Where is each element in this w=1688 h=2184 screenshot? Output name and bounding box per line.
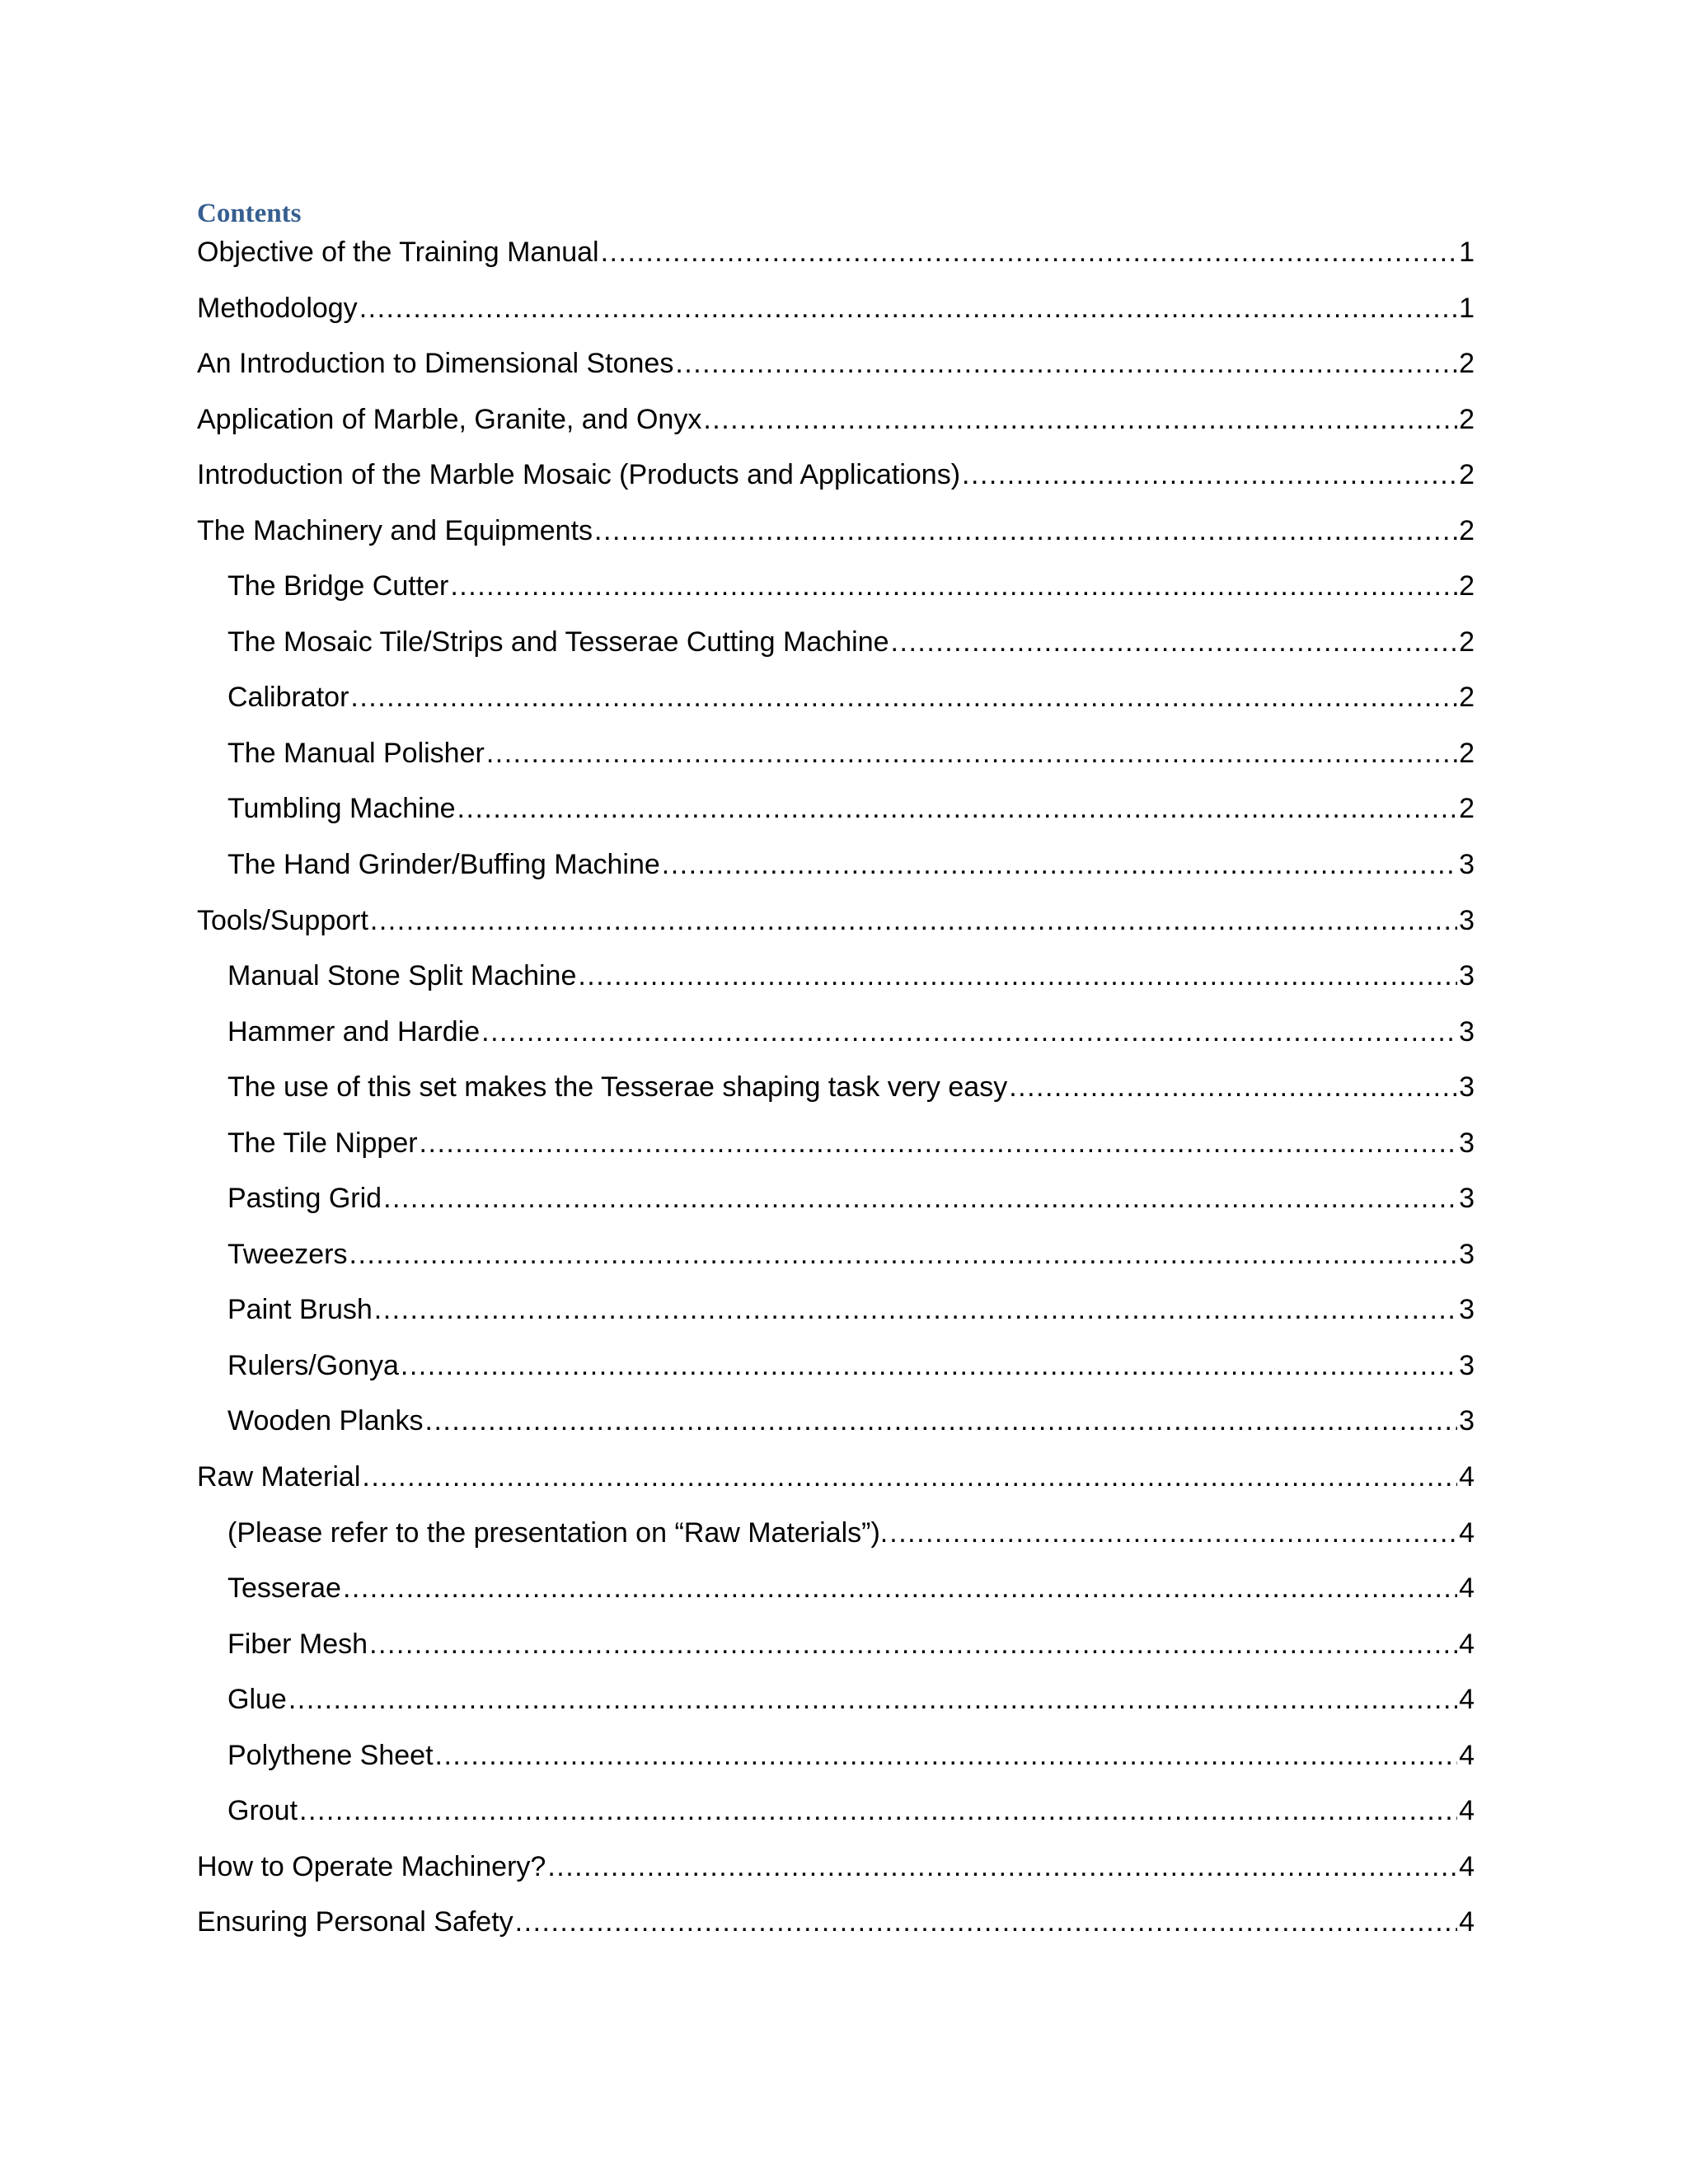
toc-entry[interactable] — [197, 566, 1475, 622]
toc-entry-title: Ensuring Personal Safety — [197, 1906, 513, 1938]
toc-entry[interactable] — [197, 400, 1475, 456]
toc-page-number: 4 — [1459, 1850, 1475, 1882]
toc-entry[interactable] — [197, 232, 1475, 288]
toc-page-number: 3 — [1459, 960, 1475, 992]
toc-entry-title: Tumbling Machine — [227, 793, 456, 825]
toc-entry-title: Raw Material — [197, 1461, 361, 1493]
toc-page-number: 2 — [1459, 626, 1475, 658]
toc-dot-leader — [370, 901, 1457, 940]
toc-page-number: 1 — [1459, 237, 1475, 268]
toc-page-number: 1 — [1459, 292, 1475, 324]
toc-entry-title: Rulers/Gonya — [227, 1349, 399, 1381]
toc-entry-title: Glue — [227, 1684, 287, 1716]
toc-dot-leader — [675, 344, 1457, 383]
toc-dot-leader — [889, 1513, 1457, 1553]
toc-dot-leader — [578, 956, 1457, 996]
toc-entry-title: The Tile Nipper — [227, 1127, 418, 1159]
toc-entry[interactable] — [197, 901, 1475, 957]
toc-entry[interactable] — [197, 1346, 1475, 1402]
toc-page-number: 3 — [1459, 1294, 1475, 1326]
toc-entry-title: Tools/Support — [197, 904, 368, 936]
toc-entry[interactable] — [197, 1791, 1475, 1847]
toc-dot-leader — [420, 1123, 1458, 1163]
toc-entry[interactable] — [197, 344, 1475, 400]
toc-entry[interactable] — [197, 1290, 1475, 1346]
toc-entry-title: The Manual Polisher — [227, 737, 485, 769]
toc-entry-title: Introduction of the Marble Mosaic (Products and Applications) — [197, 459, 961, 491]
toc-entry-title: Paint Brush — [227, 1294, 373, 1326]
toc-entry[interactable] — [197, 789, 1475, 845]
toc-entry[interactable] — [197, 1012, 1475, 1068]
toc-dot-leader — [343, 1568, 1457, 1608]
toc-entry-title: Tesserae — [227, 1572, 341, 1605]
toc-entry[interactable] — [197, 1457, 1475, 1513]
toc-entry[interactable] — [197, 1401, 1475, 1457]
toc-dot-leader — [703, 400, 1457, 439]
toc-dot-leader — [662, 845, 1457, 884]
toc-dot-leader — [594, 511, 1457, 551]
toc-dot-leader — [359, 288, 1457, 328]
toc-heading: Contents — [197, 199, 302, 228]
toc-entry[interactable] — [197, 1847, 1475, 1903]
toc-entry[interactable] — [197, 1067, 1475, 1123]
toc-dot-leader — [374, 1290, 1457, 1329]
toc-entry-title: Methodology — [197, 292, 358, 324]
toc-entry-title: Polythene Sheet — [227, 1739, 434, 1771]
toc-entry-title: Fiber Mesh — [227, 1628, 368, 1660]
toc-page-number: 4 — [1459, 1684, 1475, 1716]
toc-entry-title: An Introduction to Dimensional Stones — [197, 348, 674, 380]
toc-dot-leader — [962, 455, 1457, 494]
toc-dot-leader — [425, 1401, 1458, 1441]
toc-page-number: 4 — [1459, 1739, 1475, 1771]
toc-entry-title: Manual Stone Split Machine — [227, 960, 577, 992]
toc-page-number: 4 — [1459, 1572, 1475, 1605]
toc-entry[interactable] — [197, 1680, 1475, 1736]
toc-page-number: 3 — [1459, 904, 1475, 936]
toc-dot-leader — [401, 1346, 1457, 1385]
toc-page-number: 2 — [1459, 682, 1475, 714]
toc-entry-title: The Hand Grinder/Buffing Machine — [227, 849, 660, 881]
toc-entry[interactable] — [197, 956, 1475, 1012]
toc-dot-leader — [481, 1012, 1457, 1052]
toc-entry-title: The Machinery and Equipments — [197, 514, 593, 546]
toc-entry-title: How to Operate Machinery? — [197, 1850, 546, 1882]
toc-page-number: 2 — [1459, 793, 1475, 825]
toc-page-number: 3 — [1459, 1127, 1475, 1159]
toc-entry-title: Hammer and Hardie — [227, 1015, 481, 1047]
toc-entry[interactable] — [197, 1736, 1475, 1792]
toc-entry[interactable] — [197, 845, 1475, 901]
toc-dot-leader — [457, 789, 1458, 828]
toc-dot-leader — [891, 622, 1458, 662]
toc-dot-leader — [515, 1902, 1457, 1942]
toc-page-number: 2 — [1459, 737, 1475, 769]
toc-entry-title: The use of this set makes the Tesserae shaping task very easy — [227, 1071, 1008, 1104]
toc-page-number: 3 — [1459, 1071, 1475, 1104]
toc-page-number: 2 — [1459, 459, 1475, 491]
toc-page-number: 3 — [1459, 1015, 1475, 1047]
toc-entry[interactable] — [197, 677, 1475, 733]
toc-entry[interactable] — [197, 1902, 1475, 1958]
toc-entry[interactable] — [197, 1624, 1475, 1680]
toc-dot-leader — [547, 1847, 1457, 1886]
toc-entry-title: Wooden Planks — [227, 1405, 424, 1437]
toc-dot-leader — [299, 1791, 1457, 1830]
toc-page-number: 4 — [1459, 1461, 1475, 1493]
toc-dot-leader — [350, 677, 1457, 717]
toc-dot-leader — [435, 1736, 1458, 1775]
toc-dot-leader — [362, 1457, 1457, 1497]
toc-entry-title: The Mosaic Tile/Strips and Tesserae Cutting Machine — [227, 626, 889, 658]
toc-dot-leader — [450, 566, 1457, 606]
toc-entry-title: Grout — [227, 1795, 298, 1827]
toc-entry-title: Pasting Grid — [227, 1183, 382, 1215]
toc-dot-leader — [369, 1624, 1457, 1664]
toc-entry-title: (Please refer to the presentation on “Raw Materials”). — [227, 1516, 889, 1549]
toc-page-number: 2 — [1459, 570, 1475, 602]
toc-entry-title: Application of Marble, Granite, and Onyx — [197, 403, 702, 435]
toc-entry[interactable] — [197, 455, 1475, 511]
toc-dot-leader — [383, 1179, 1457, 1218]
toc-page-number: 3 — [1459, 849, 1475, 881]
toc-entry[interactable] — [197, 511, 1475, 567]
toc-entry[interactable] — [197, 1513, 1475, 1569]
toc-entry[interactable] — [197, 1123, 1475, 1179]
toc-page-number: 4 — [1459, 1516, 1475, 1549]
toc-page-number: 3 — [1459, 1183, 1475, 1215]
toc-entry-title: Objective of the Training Manual — [197, 237, 599, 268]
table-of-contents — [197, 232, 1475, 1958]
toc-entry[interactable] — [197, 1568, 1475, 1624]
toc-page-number: 4 — [1459, 1906, 1475, 1938]
toc-entry[interactable] — [197, 1179, 1475, 1235]
toc-page-number: 3 — [1459, 1238, 1475, 1270]
toc-dot-leader — [1009, 1067, 1457, 1107]
toc-dot-leader — [486, 733, 1457, 773]
toc-entry[interactable] — [197, 1235, 1475, 1291]
toc-dot-leader — [349, 1235, 1458, 1274]
toc-entry-title: Tweezers — [227, 1238, 348, 1270]
toc-page-number: 2 — [1459, 514, 1475, 546]
toc-page-number: 4 — [1459, 1795, 1475, 1827]
toc-entry-title: The Bridge Cutter — [227, 570, 449, 602]
toc-dot-leader — [288, 1680, 1457, 1719]
toc-entry[interactable] — [197, 733, 1475, 790]
toc-page-number: 2 — [1459, 348, 1475, 380]
toc-page-number: 3 — [1459, 1405, 1475, 1437]
toc-dot-leader — [601, 232, 1457, 272]
toc-page-number: 4 — [1459, 1628, 1475, 1660]
toc-page-number: 3 — [1459, 1349, 1475, 1381]
toc-entry[interactable] — [197, 622, 1475, 678]
toc-entry[interactable] — [197, 288, 1475, 344]
toc-entry-title: Calibrator — [227, 682, 349, 714]
toc-page-number: 2 — [1459, 403, 1475, 435]
